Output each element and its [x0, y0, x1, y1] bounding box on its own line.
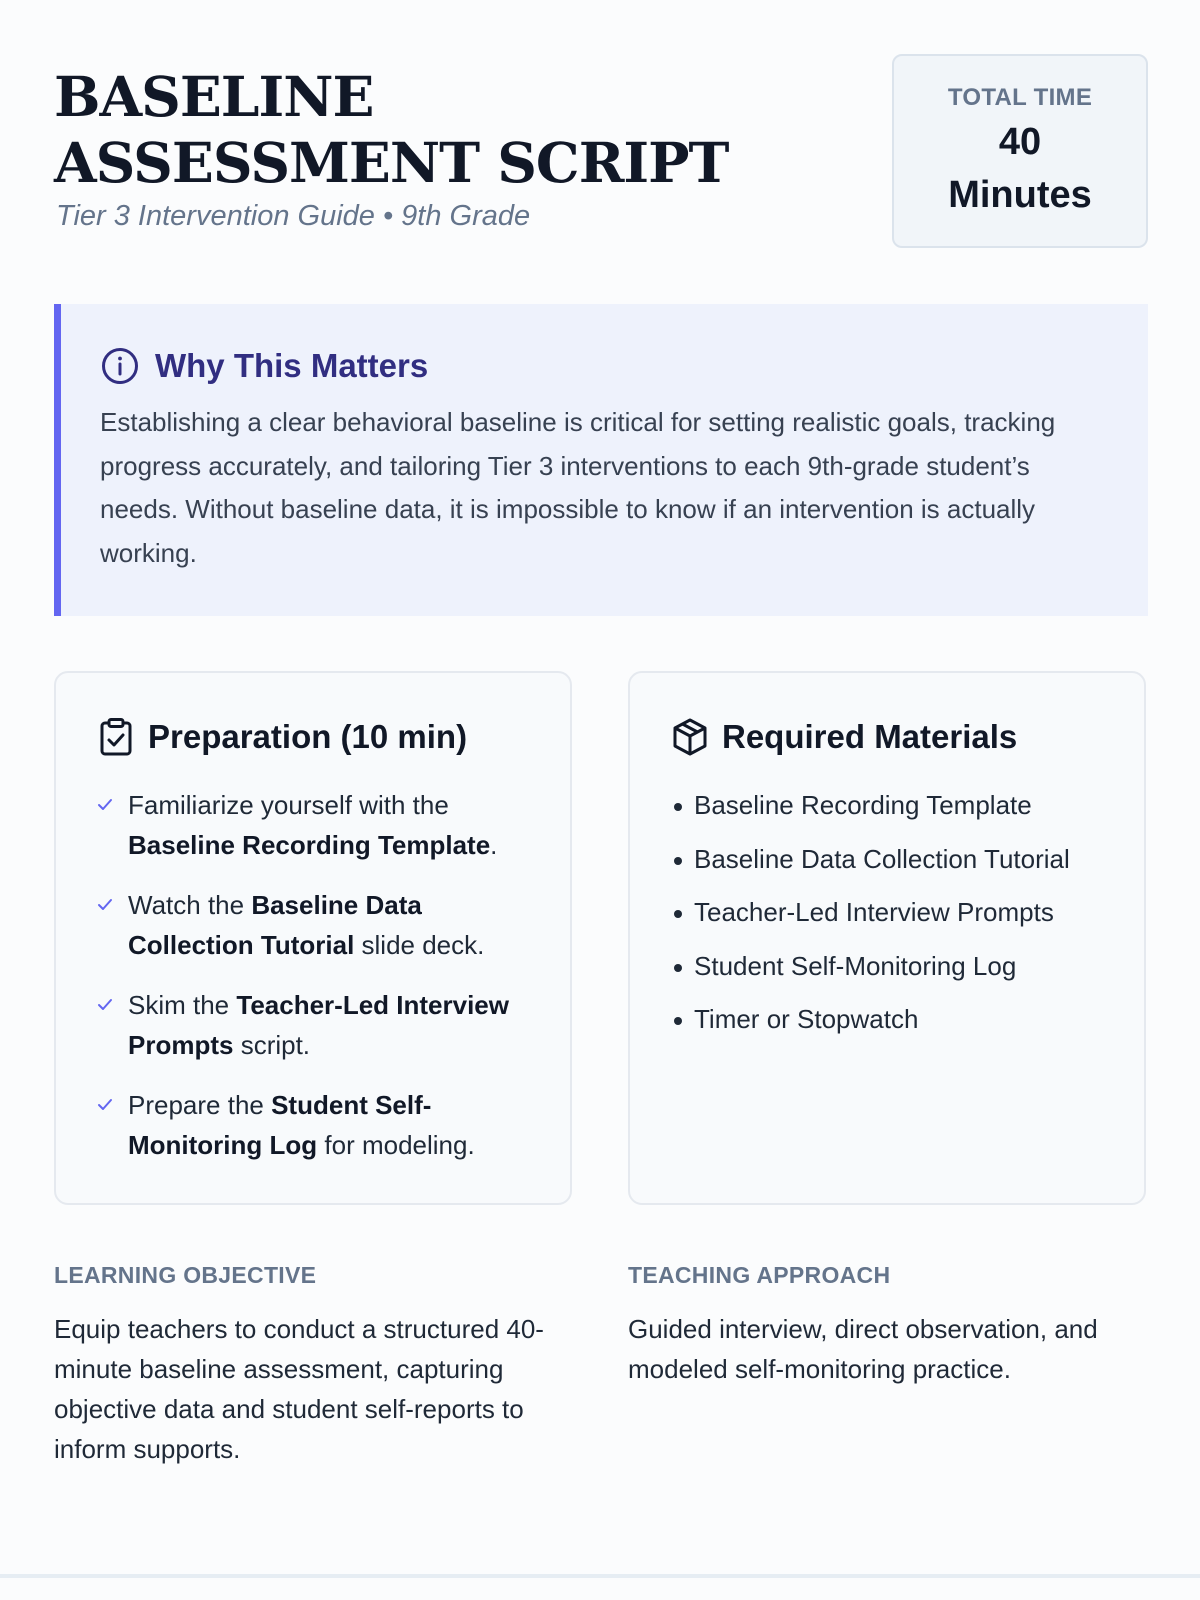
page-subtitle: Tier 3 Intervention Guide • 9th Grade [56, 200, 531, 232]
list-item [94, 1085, 534, 1165]
prep-text-end: for modeling. [317, 1130, 475, 1160]
prep-text-end: script. [233, 1030, 311, 1060]
total-time-box [892, 54, 1148, 248]
clipboard-check-icon [98, 717, 134, 757]
teaching-approach-label: TEACHING APPROACH [628, 1262, 891, 1288]
prep-resource: Teacher-Led Interview Prompts [128, 990, 509, 1060]
preparation-title: Preparation (10 min) [148, 718, 468, 755]
package-icon [672, 717, 708, 757]
lesson-page [54, 54, 1148, 1464]
materials-title: Required Materials [722, 718, 1018, 755]
check-icon [96, 796, 114, 814]
info-icon [100, 346, 140, 386]
prep-text: Familiarize yourself with the [128, 790, 449, 820]
total-time-label: TOTAL TIME [947, 84, 1093, 111]
prep-text-end: slide deck. [354, 930, 485, 960]
check-icon [96, 1096, 114, 1114]
teaching-approach-section [628, 1262, 1148, 1389]
total-time-value: 40 Minutes [948, 121, 1092, 216]
preparation-heading [98, 717, 467, 757]
footer-divider [0, 1574, 1200, 1578]
prep-text: Watch the [128, 890, 252, 920]
check-icon [96, 896, 114, 914]
why-body: Establishing a clear behavioral baseline is critical for setting realistic goals, tracking progress accurately, and tailoring Tier 3 interventions to each 9th-grade student’s needs. Without baseline data, it is impossible to know if an intervention is actually working. [100, 407, 1056, 568]
materials-card [628, 671, 1146, 1205]
learning-objective-section [54, 1262, 574, 1469]
list-item: Teacher-Led Interview Prompts [672, 892, 1070, 932]
list-item [94, 785, 534, 865]
list-item: Baseline Recording Template [672, 785, 1070, 825]
list-item: Timer or Stopwatch [672, 999, 1070, 1039]
prep-resource: Baseline Recording Template [128, 830, 491, 860]
teaching-approach-text: Guided interview, direct observation, and modeled self-monitoring practice. [628, 1314, 1098, 1384]
materials-heading [672, 717, 1017, 757]
list-item [94, 885, 534, 965]
page-title: BASELINE ASSESSMENT SCRIPT [54, 64, 729, 195]
why-title: Why This Matters [155, 347, 429, 384]
learning-objective-label: LEARNING OBJECTIVE [54, 1262, 317, 1288]
prep-text: Prepare the [128, 1090, 272, 1120]
list-item [94, 985, 534, 1065]
preparation-list [94, 785, 534, 1185]
prep-text: Skim the [128, 990, 237, 1020]
why-this-matters-callout [54, 304, 1148, 616]
preparation-card [54, 671, 572, 1205]
list-item: Baseline Data Collection Tutorial [672, 839, 1070, 879]
prep-text-end: . [490, 830, 498, 860]
prep-resource: Baseline Data Collection Tutorial [128, 890, 422, 960]
check-icon [96, 996, 114, 1014]
page-header [54, 54, 1148, 250]
why-heading [100, 346, 428, 386]
learning-objective-text: Equip teachers to conduct a structured 40-minute baseline assessment, capturing objective data and student self-reports to inform supports. [54, 1314, 544, 1464]
materials-list [672, 785, 1070, 1053]
prep-resource: Student Self-Monitoring Log [128, 1090, 432, 1160]
list-item: Student Self-Monitoring Log [672, 946, 1070, 986]
